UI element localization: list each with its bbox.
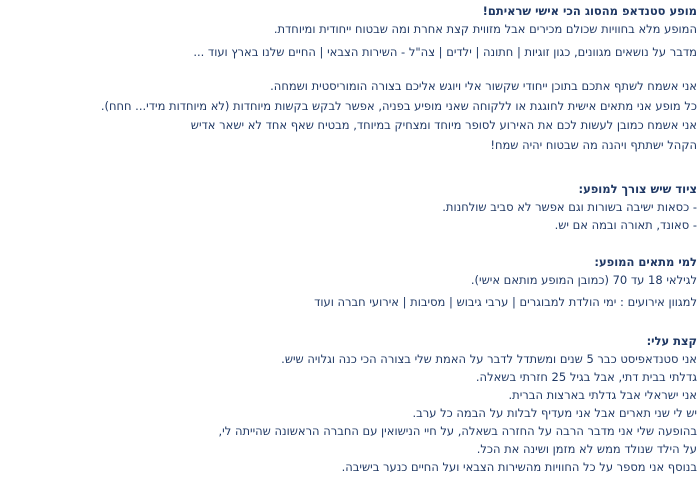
equipment-item: - סאונד, תאורה ובמה אם יש.: [554, 218, 697, 232]
pitch-line: אני אשמח כמובן לעשות לכם את האירוע לסופר מיוחד ומצחיק במיוחד, מבטיח שאף אחד לא ישאר אדיש: [190, 118, 697, 132]
equipment-header: ציוד שיש צורך למופע:: [578, 182, 697, 196]
about-line: יש לי שני תארים אבל אני מעדיף לבלות על הבמה כל ערב.: [412, 406, 697, 420]
intro-topics-line: מדבר על נושאים מגוונים, כגון זוגיות | חתונה | ילדים | צה"ל - השירות הצבאי | החיים שלנו בארץ ועוד ...: [193, 45, 697, 59]
pitch-line: אני אשמח לשתף אתכם בתוכן ייחודי שקשור אלי ויוגש אליכם בצורה הומוריסטית ושמחה.: [270, 79, 697, 93]
audience-header: למי מתאים המופע:: [594, 255, 697, 269]
about-section: [0, 332, 697, 476]
audience-age-line: לגילאי 18 עד 70 (כמובן המופע מותאם אישי).: [470, 273, 697, 287]
pitch-section: [0, 77, 697, 155]
pitch-line: הקהל ישתתף ויהנה מה שבטוח יהיה שמח!: [490, 137, 697, 152]
pitch-line: כל מופע אני מתאים אישית לחוגגת או ללקוחה שאני מופיע בפניה, אפשר לבקש בקשות מיוחדות (לא מיוחדות מידי... חחח).: [100, 98, 697, 113]
about-line: בהופעה שלי אני מדבר הרבה על החזרה בשאלה, על חיי הנישואין עם החברה הראשונה שהייתה לי,: [218, 424, 697, 438]
intro-line: המופע מלא בחוויות שכולם מכירים אבל מזווית קצת אחרת ומה שבטוח ייחודית ומיוחדת.: [273, 22, 697, 36]
about-line: אני ישראלי אבל גדלתי בארצות הברית.: [508, 388, 697, 402]
equipment-item: - כסאות ישיבה בשורות וגם אפשר לא סביב שולחנות.: [442, 200, 697, 214]
page-title: מופע סטנדאפ מהסוג הכי אישי שראיתם!: [482, 4, 697, 18]
about-line: בנוסף אני מספר על כל החוויות מהשירות הצבאי ועל החיים כנער בישיבה.: [341, 460, 697, 474]
about-line: על הילד שנולד ממש לא מזמן ושינה את הכל.: [476, 442, 697, 456]
audience-section: [0, 253, 697, 311]
about-line: גדלתי בבית דתי, אבל בגיל 25 חזרתי בשאלה.: [475, 370, 697, 384]
about-line: אני סטנדאפיסט כבר 5 שנים ומשתדל לדבר על האמת שלי בצורה הכי כנה וגלויה שיש.: [281, 352, 697, 366]
audience-events-line: למגוון אירועים : ימי הולדת למבוגרים | ערבי גיבוש | מסיבות | אירועי חברה ועוד: [314, 295, 697, 309]
equipment-section: [0, 180, 697, 234]
about-header: קצת עלי:: [646, 334, 697, 348]
